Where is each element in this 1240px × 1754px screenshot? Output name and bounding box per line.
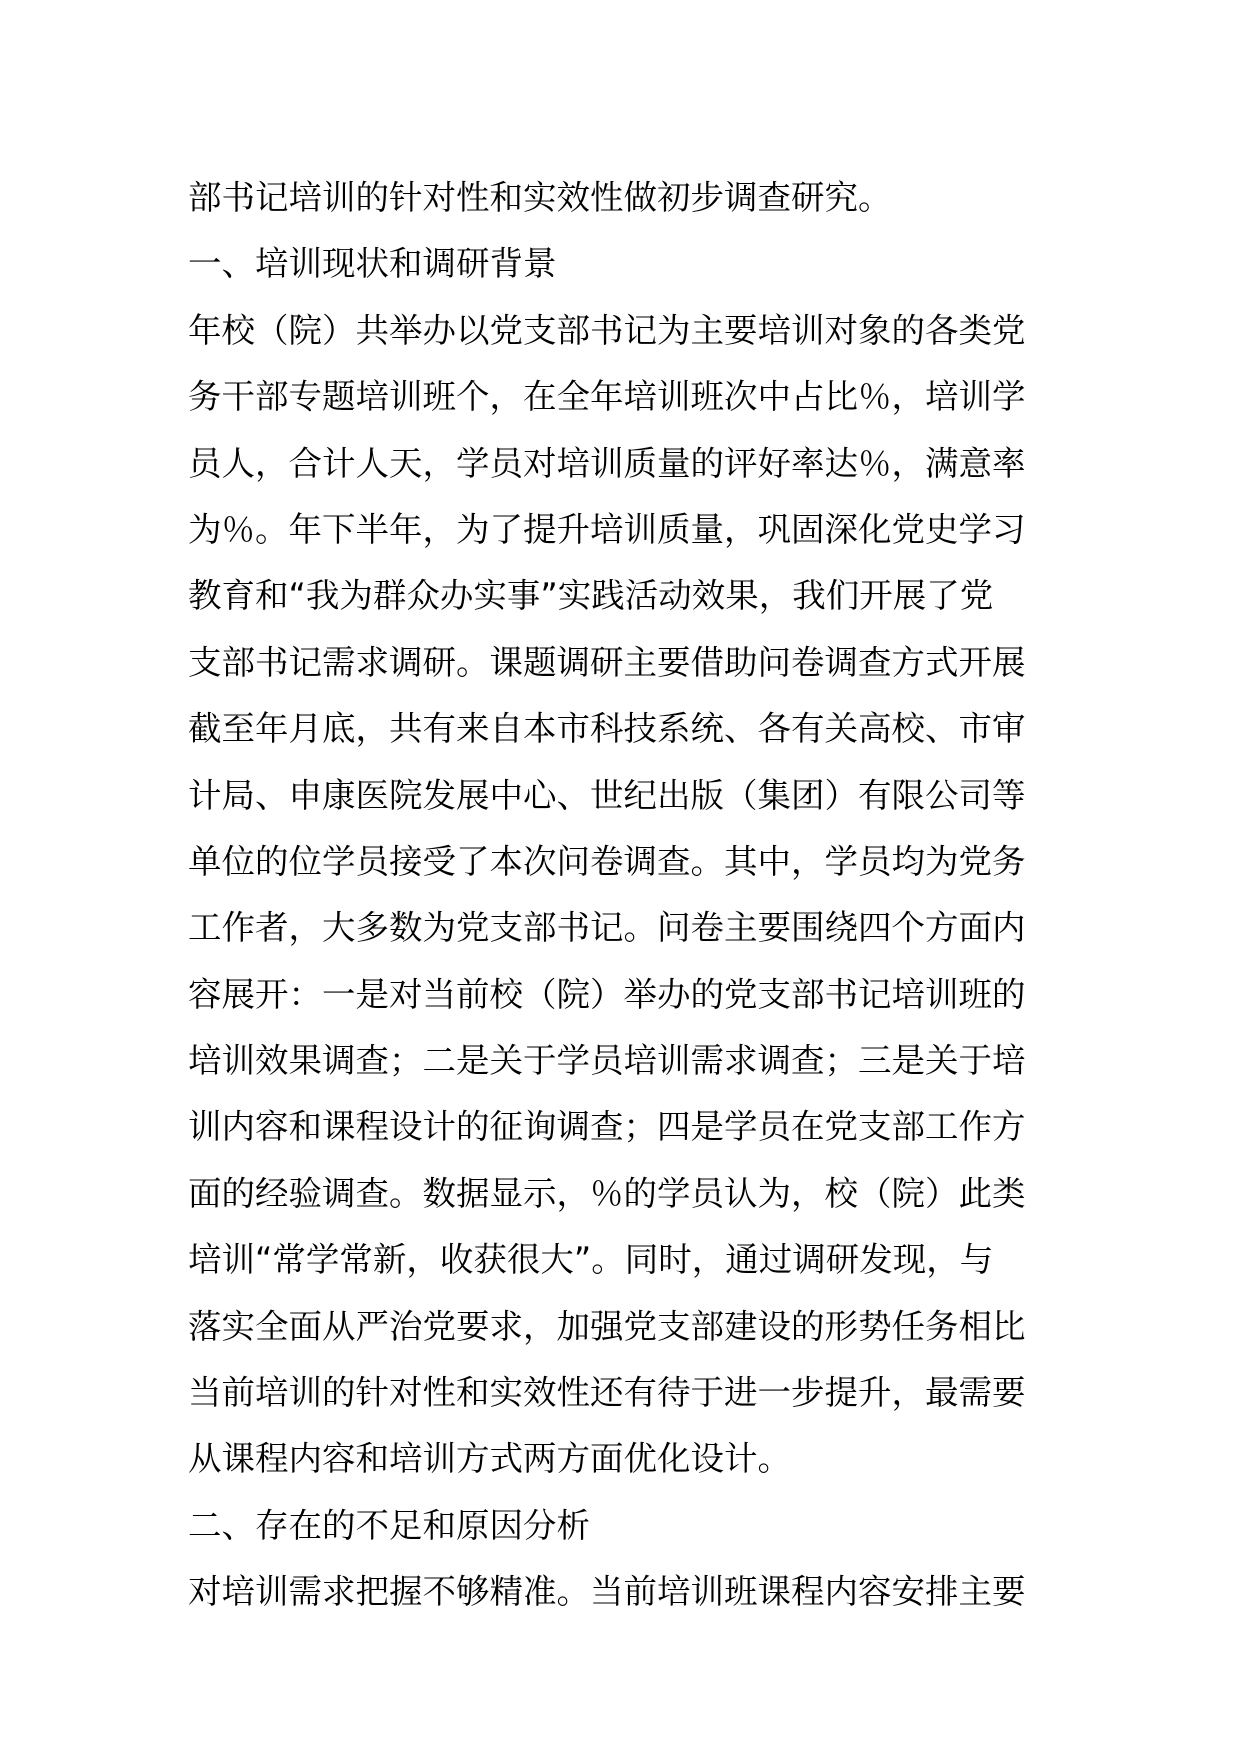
- text-line: 支部书记需求调研。课题调研主要借助问卷调查方式开展: [188, 642, 1026, 682]
- text-line: 务干部专题培训班个，在全年培训班次中占比％，培训学: [188, 377, 1026, 417]
- document-body: [188, 165, 1048, 1626]
- text-line: 为％。年下半年，为了提升培训质量，巩固深化党史学习: [188, 509, 1026, 549]
- text-line: 工作者，大多数为党支部书记。问卷主要围绕四个方面内: [188, 908, 1026, 948]
- text-line: 面的经验调查。数据显示，％的学员认为，校（院）此类: [188, 1173, 1026, 1213]
- text-line: 容展开：一是对当前校（院）举办的党支部书记培训班的: [188, 974, 1026, 1014]
- text-line: 教育和“我为群众办实事”实践活动效果，我们开展了党: [188, 576, 994, 616]
- section-heading: 二、存在的不足和原因分析: [188, 1505, 590, 1545]
- text-line: 截至年月底，共有来自本市科技系统、各有关高校、市审: [188, 709, 1026, 749]
- text-line: 训内容和课程设计的征询调查；四是学员在党支部工作方: [188, 1107, 1026, 1147]
- section-heading: 一、培训现状和调研背景: [188, 244, 557, 284]
- text-line: 计局、申康医院发展中心、世纪出版（集团）有限公司等: [188, 775, 1026, 815]
- text-line: 年校（院）共举办以党支部书记为主要培训对象的各类党: [188, 310, 1026, 350]
- text-line: 培训效果调查；二是关于学员培训需求调查；三是关于培: [188, 1041, 1026, 1081]
- text-line: 当前培训的针对性和实效性还有待于进一步提升，最需要: [188, 1373, 1026, 1413]
- text-line: 从课程内容和培训方式两方面优化设计。: [188, 1439, 791, 1479]
- text-line: 对培训需求把握不够精准。当前培训班课程内容安排主要: [188, 1572, 1026, 1612]
- text-line: 培训“常学常新，收获很大”。同时，通过调研发现，与: [188, 1240, 994, 1280]
- text-line: 单位的位学员接受了本次问卷调查。其中，学员均为党务: [188, 841, 1026, 881]
- text-line: 落实全面从严治党要求，加强党支部建设的形势任务相比: [188, 1306, 1026, 1346]
- text-line: 员人，合计人天，学员对培训质量的评好率达％，满意率: [188, 443, 1026, 483]
- text-line: 部书记培训的针对性和实效性做初步调查研究。: [188, 178, 892, 217]
